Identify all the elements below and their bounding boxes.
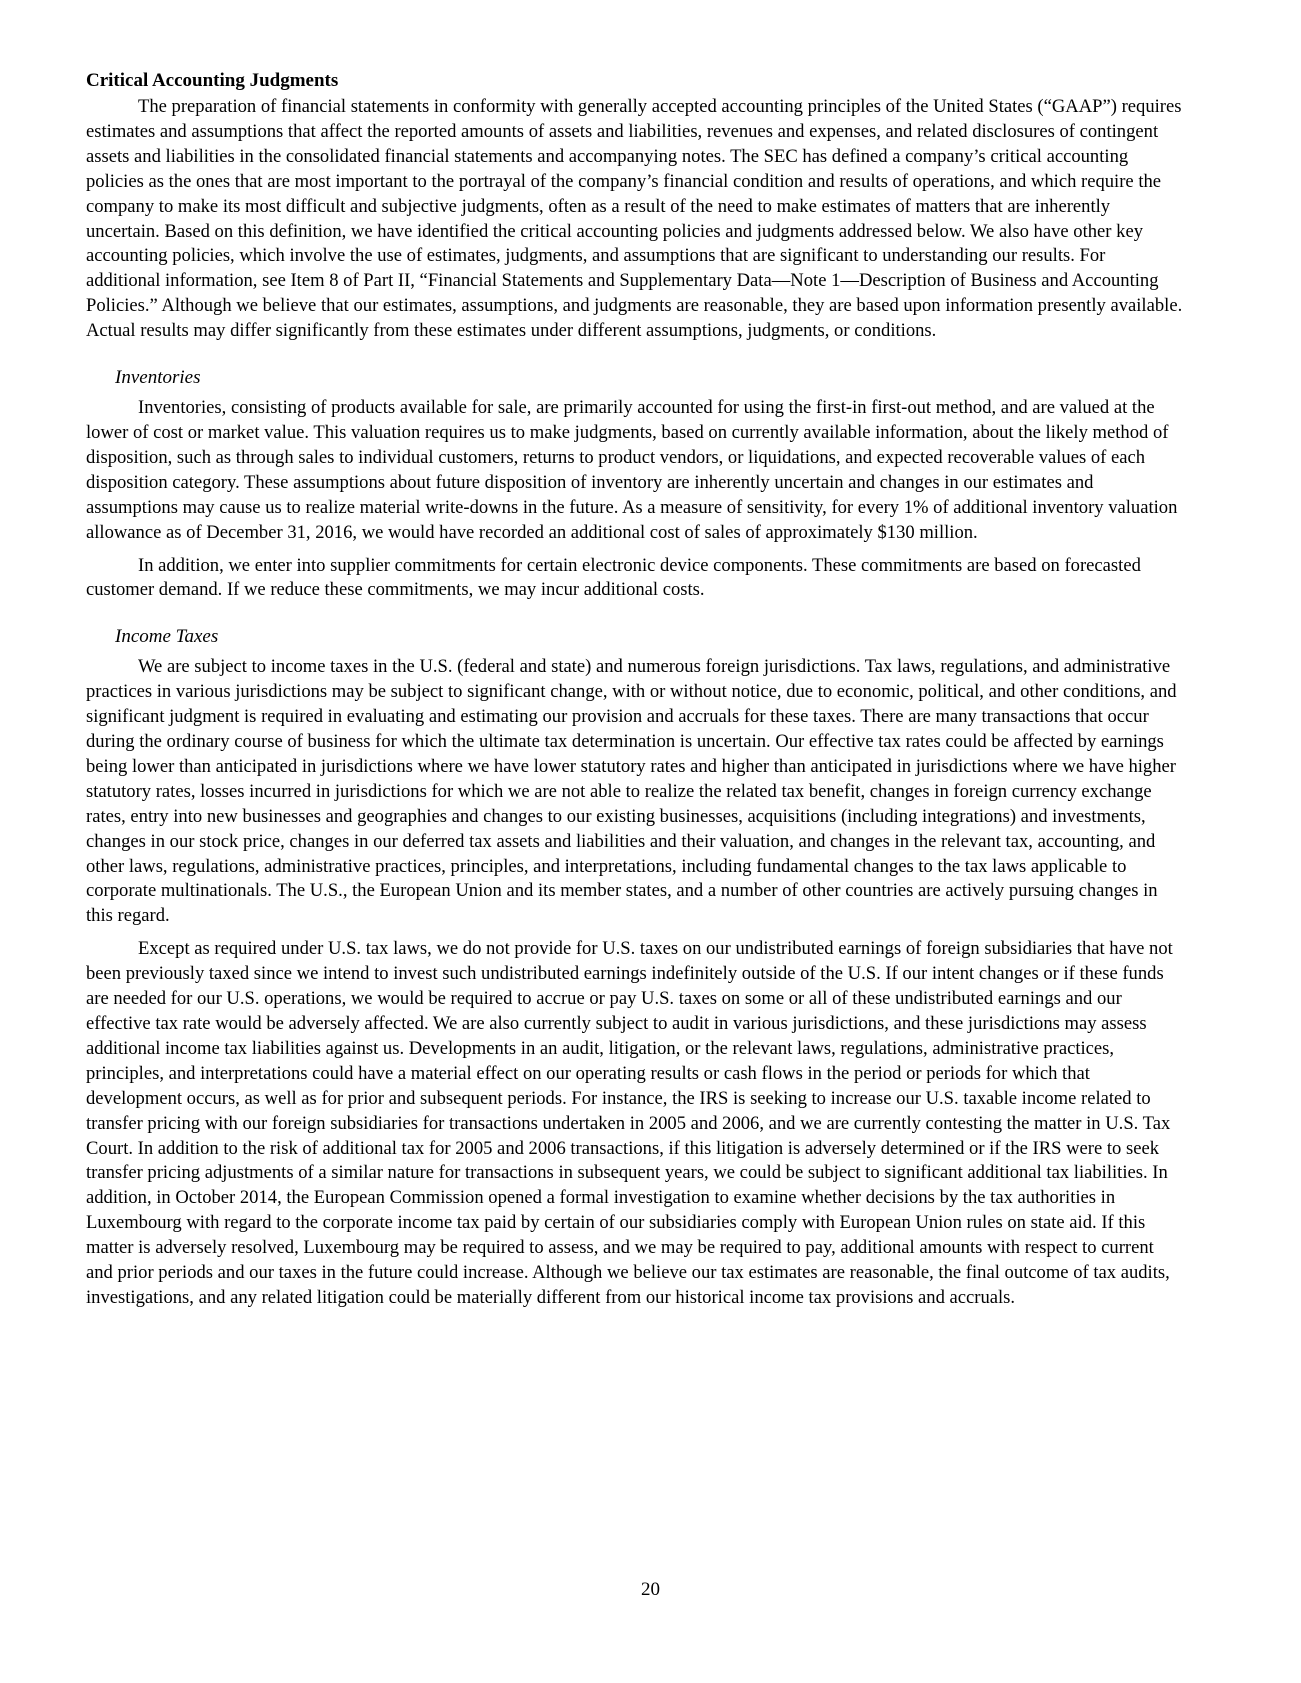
- income-taxes-paragraph-1: We are subject to income taxes in the U.S. (federal and state) and numerous foreign jurisdictions. Tax laws, regulations, and administrative practices in various jurisdictions may be subject to significant change, with or without notice, due to economic, political, and other conditions, and significant judgment is required in evaluating and estimating our provision and accruals for these taxes. There are many transactions that occur during the ordinary course of business for which the ultimate tax determination is uncertain. Our effective tax rates could be affected by earnings being lower than anticipated in jurisdictions where we have lower statutory rates and higher than anticipated in jurisdictions where we have higher statutory rates, losses incurred in jurisdictions for which we are not able to realize the related tax benefit, changes in foreign currency exchange rates, entry into new businesses and geographies and changes to our existing businesses, acquisitions (including integrations) and investments, changes in our stock price, changes in our deferred tax assets and liabilities and their valuation, and changes in the relevant tax, accounting, and other laws, regulations, administrative practices, principles, and interpretations, including fundamental changes to the tax laws applicable to corporate multinationals. The U.S., the European Union and its member states, and a number of other countries are actively pursuing changes in this regard.: [86, 656, 1177, 927]
- income-taxes-heading: Income Taxes: [115, 626, 219, 648]
- inventories-paragraph-2: In addition, we enter into supplier commitments for certain electronic device components. These commitments are based on forecasted customer demand. If we reduce these commitments, we may incur additional costs.: [86, 554, 1141, 601]
- paragraph-spacer: [86, 929, 1184, 937]
- inventories-paragraph-1: Inventories, consisting of products available for sale, are primarily accounted for using the first-in first-out method, and are valued at the lower of cost or market value. This valuation requires us to make judgments, based on currently available information, about the likely method of disposition, such as through sales to individual customers, returns to product vendors, or liquidations, and expected recoverable values of each disposition category. These assumptions about future disposition of inventory are inherently uncertain and changes in our estimates and assumptions may cause us to realize material write-downs in the future. As a measure of sensitivity, for every 1% of additional inventory valuation allowance as of December 31, 2016, we would have recorded an additional cost of sales of approximately $130 million.: [86, 397, 1178, 543]
- inventories-heading: Inventories: [115, 367, 201, 389]
- intro-paragraph: The preparation of financial statements in conformity with generally accepted accounting principles of the United States (“GAAP”) requires estimates and assumptions that affect the reported amounts of assets and liabilities, revenues and expenses, and related disclosures of contingent assets and liabilities in the consolidated financial statements and accompanying notes. The SEC has defined a company’s critical accounting policies as the ones that are most important to the portrayal of the company’s financial condition and results of operations, and which require the company to make its most difficult and subjective judgments, often as a result of the need to make estimates of matters that are inherently uncertain. Based on this definition, we have identified the critical accounting policies and judgments addressed below. We also have other key accounting policies, which involve the use of estimates, judgments, and assumptions that are significant to understanding our results. For additional information, see Item 8 of Part II, “Financial Statements and Supplementary Data—Note 1—Description of Business and Accounting Policies.” Although we believe that our estimates, assumptions, and judgments are reasonable, they are based upon information presently available. Actual results may differ significantly from these estimates under different assumptions, judgments, or conditions.: [86, 96, 1183, 342]
- section-spacer: [86, 603, 1184, 625]
- paragraph-spacer: [86, 546, 1184, 554]
- section-heading: Critical Accounting Judgments: [86, 70, 339, 91]
- page-number: 20: [641, 1579, 660, 1600]
- document-body: [86, 69, 1184, 1311]
- section-spacer: [86, 344, 1184, 366]
- income-taxes-paragraph-2: Except as required under U.S. tax laws, we do not provide for U.S. taxes on our undistributed earnings of foreign subsidiaries that have not been previously taxed since we intend to invest such undistributed earnings indefinitely outside of the U.S. If our intent changes or if these funds are needed for our U.S. operations, we would be required to accrue or pay U.S. taxes on some or all of these undistributed earnings and our effective tax rate would be adversely affected. We are also currently subject to audit in various jurisdictions, and these jurisdictions may assess additional income tax liabilities against us. Developments in an audit, litigation, or the relevant laws, regulations, administrative practices, principles, and interpretations could have a material effect on our operating results or cash flows in the period or periods for which that development occurs, as well as for prior and subsequent periods. For instance, the IRS is seeking to increase our U.S. taxable income related to transfer pricing with our foreign subsidiaries for transactions undertaken in 2005 and 2006, and we are currently contesting the matter in U.S. Tax Court. In addition to the risk of additional tax for 2005 and 2006 transactions, if this litigation is adversely determined or if the IRS were to seek transfer pricing adjustments of a similar nature for transactions in subsequent years, we could be subject to significant additional tax liabilities. In addition, in October 2014, the European Commission opened a formal investigation to examine whether decisions by the tax authorities in Luxembourg with regard to the corporate income tax paid by certain of our subsidiaries comply with European Union rules on state aid. If this matter is adversely resolved, Luxembourg may be required to assess, and we may be required to pay, additional amounts with respect to current and prior periods and our taxes in the future could increase. Although we believe our tax estimates are reasonable, the final outcome of tax audits, investigations, and any related litigation could be materially different from our historical income tax provisions and accruals.: [86, 938, 1173, 1308]
